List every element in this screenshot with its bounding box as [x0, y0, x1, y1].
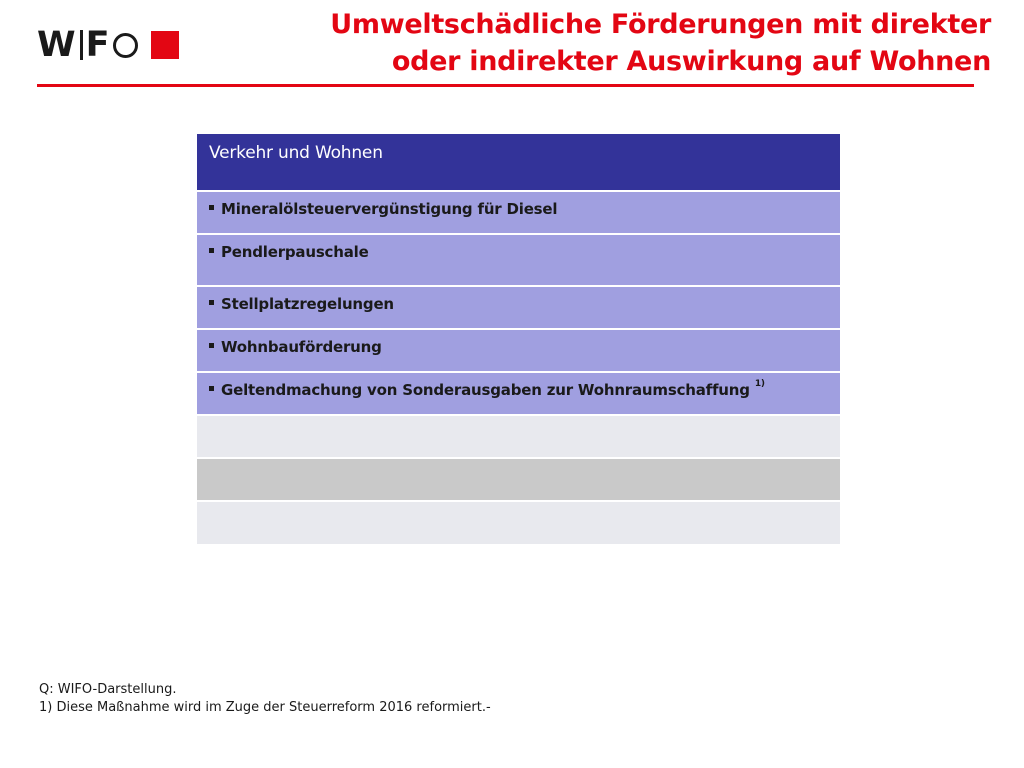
bullet-icon — [209, 343, 214, 348]
table-row-empty — [197, 416, 840, 459]
table-row — [197, 373, 840, 416]
table-row — [197, 287, 840, 330]
page-title-line-2: oder indirekter Auswirkung auf Wohnen — [391, 46, 991, 77]
row-label: Pendlerpauschale — [221, 243, 369, 261]
logo-circle-icon — [113, 33, 138, 58]
title-underline — [37, 84, 974, 87]
table-row — [197, 330, 840, 373]
row-label: Stellplatzregelungen — [221, 295, 394, 313]
measures-table — [197, 134, 840, 544]
table-header: Verkehr und Wohnen — [197, 134, 840, 192]
logo-bar — [80, 30, 83, 60]
table-row-empty — [197, 459, 840, 502]
table-row — [197, 192, 840, 235]
logo-letter-w: W — [37, 25, 76, 65]
logo-red-square-icon — [151, 31, 179, 59]
bullet-icon — [209, 300, 214, 305]
table-row-empty — [197, 502, 840, 544]
bullet-icon — [209, 248, 214, 253]
row-label: Mineralölsteuervergünstigung für Diesel — [221, 200, 558, 218]
source-note: Q: WIFO-Darstellung. — [39, 682, 177, 697]
footnote-marker: 1) — [754, 379, 765, 389]
bullet-icon — [209, 386, 214, 391]
row-label: Geltendmachung von Sonderausgaben zur Wohnraumschaffung — [221, 381, 755, 399]
row-label: Wohnbauförderung — [221, 338, 382, 356]
table-row — [197, 235, 840, 287]
logo-letter-f: F — [85, 25, 110, 65]
page-title-line-1: Umweltschädliche Förderungen mit direkter — [330, 9, 991, 40]
wifo-logo — [37, 26, 179, 64]
page-title — [231, 6, 991, 80]
bullet-icon — [209, 205, 214, 210]
footnote-1: 1) Diese Maßnahme wird im Zuge der Steuerreform 2016 reformiert.- — [39, 700, 491, 715]
footnotes — [39, 681, 491, 717]
